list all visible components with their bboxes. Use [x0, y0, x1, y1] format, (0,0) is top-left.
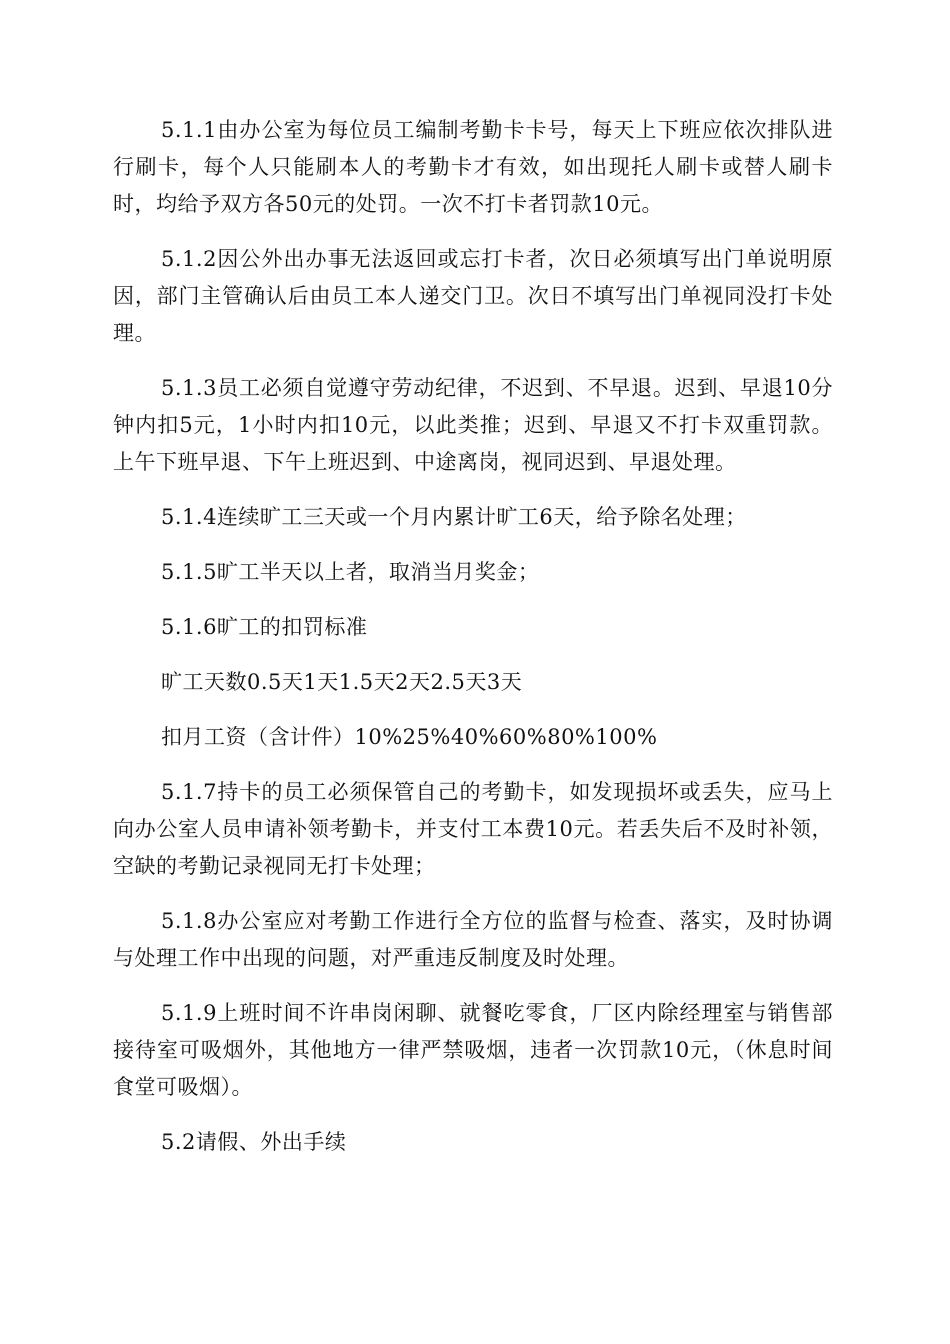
clause-5-1-2: 5.1.2因公外出办事无法返回或忘打卡者，次日必须填写出门单说明原因，部门主管确认后由员工本人递交门卫。次日不填写出门单视同没打卡处理。: [113, 247, 833, 345]
clause-5-1-5: 5.1.5旷工半天以上者，取消当月奖金；: [161, 560, 540, 584]
clause-5-1-3: 5.1.3员工必须自觉遵守劳动纪律，不迟到、不早退。迟到、早退10分钟内扣5元，1小时内扣10元，以此类推；迟到、早退又不打卡双重罚款。上午下班早退、下午上班迟到、中途离岗，视同迟到、早退处理。: [113, 376, 833, 474]
wage-deduction-row: 扣月工资（含计件）10%25%40%60%80%100%: [161, 725, 658, 749]
clause-5-1-8: 5.1.8办公室应对考勤工作进行全方位的监督与检查、落实，及时协调与处理工作中出现的问题，对严重违反制度及时处理。: [113, 909, 833, 970]
section-5-2-heading: 5.2请假、外出手续: [161, 1130, 347, 1154]
document-body: [113, 112, 833, 1179]
absence-days-row: 旷工天数0.5天1天1.5天2天2.5天3天: [161, 670, 523, 694]
clause-5-1-4: 5.1.4连续旷工三天或一个月内累计旷工6天，给予除名处理；: [161, 505, 747, 529]
clause-5-1-9: 5.1.9上班时间不许串岗闲聊、就餐吃零食，厂区内除经理室与销售部接待室可吸烟外，其他地方一律严禁吸烟，违者一次罚款10元，（休息时间食堂可吸烟）。: [113, 1001, 833, 1099]
clause-5-1-7: 5.1.7持卡的员工必须保管自己的考勤卡，如发现损坏或丢失，应马上向办公室人员申请补领考勤卡，并支付工本费10元。若丢失后不及时补领，空缺的考勤记录视同无打卡处理；: [113, 780, 833, 878]
clause-5-1-6: 5.1.6旷工的扣罚标准: [161, 615, 368, 639]
clause-5-1-1: 5.1.1由办公室为每位员工编制考勤卡卡号，每天上下班应依次排队进行刷卡，每个人只能刷本人的考勤卡才有效，如出现托人刷卡或替人刷卡时，均给予双方各50元的处罚。一次不打卡者罚款10元。: [113, 118, 833, 216]
